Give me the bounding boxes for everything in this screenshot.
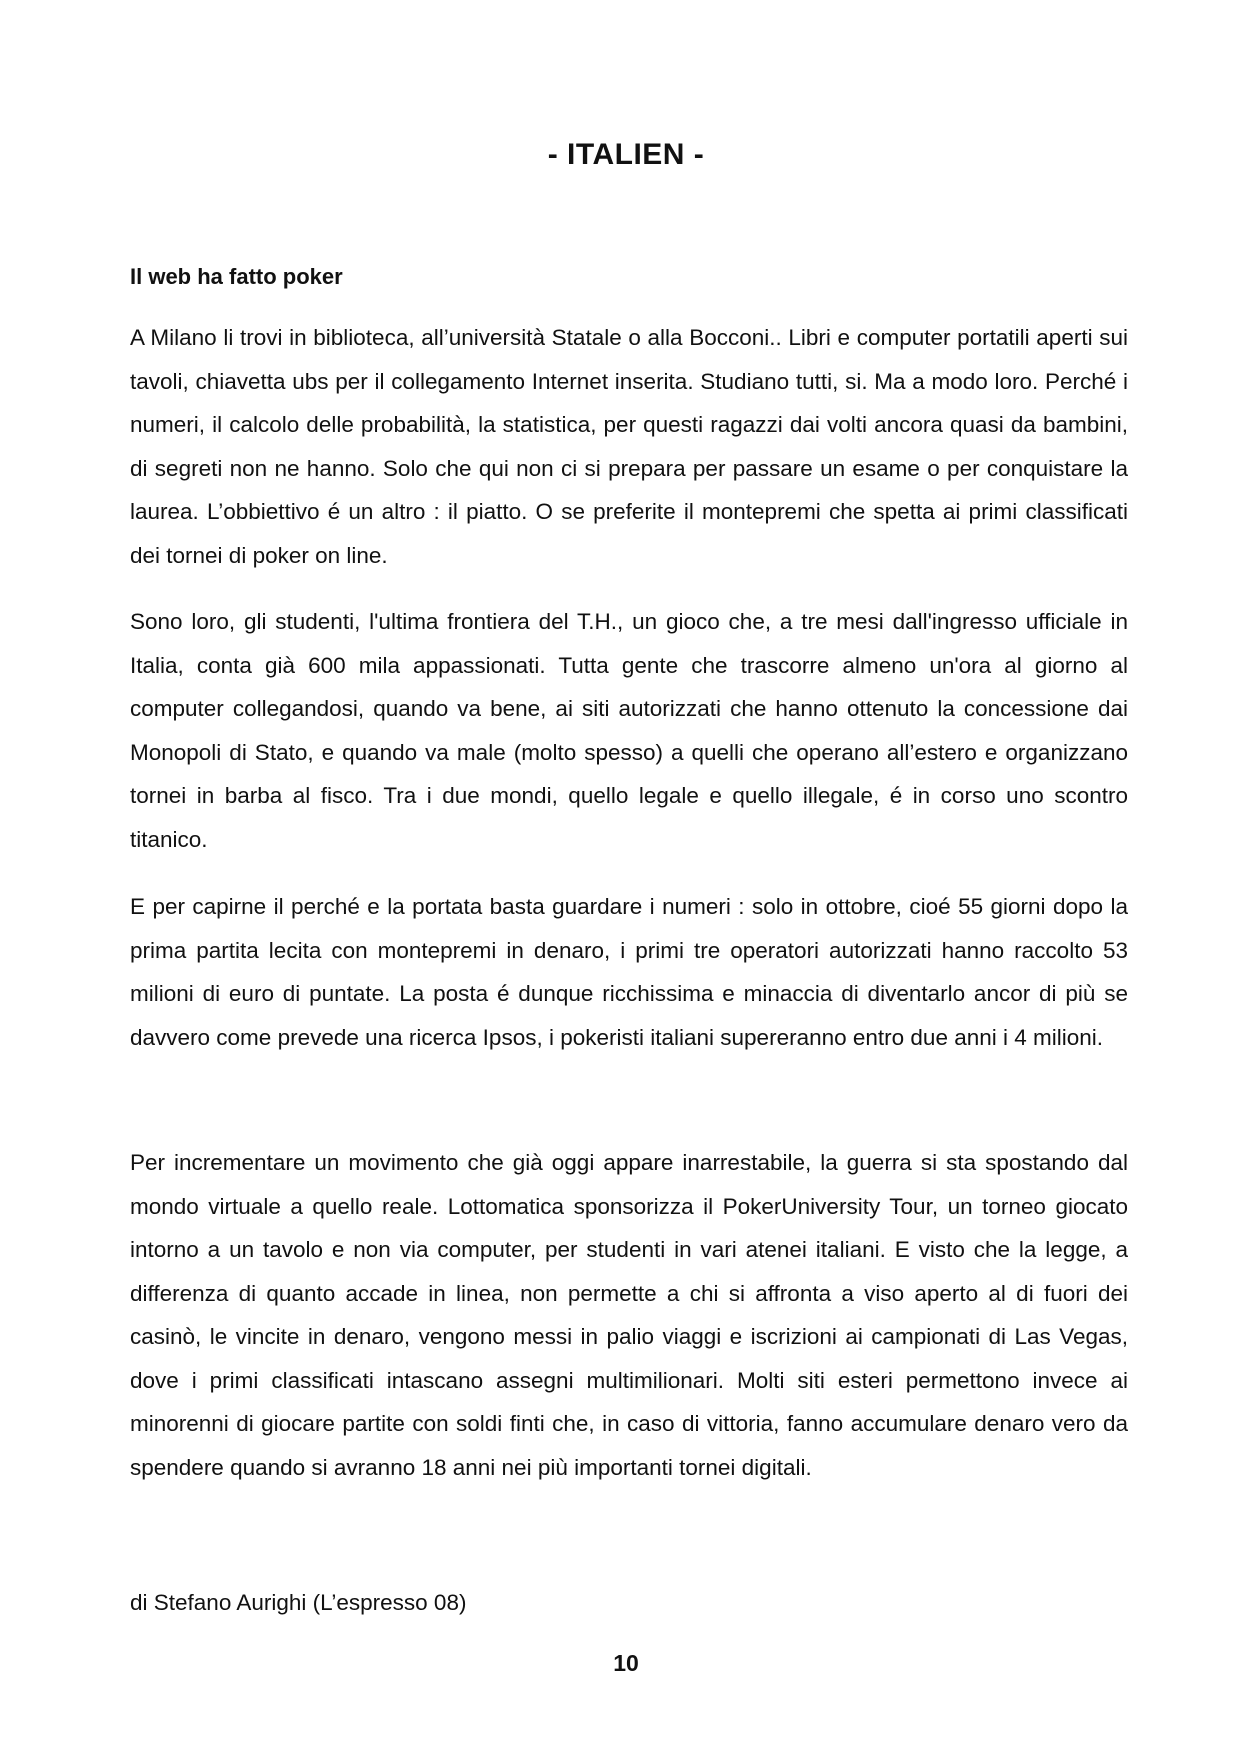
byline: di Stefano Aurighi (L’espresso 08): [130, 1590, 467, 1615]
page-number: 10: [613, 1650, 639, 1676]
page-title: - ITALIEN -: [547, 138, 705, 171]
paragraph-3: E per capirne il perché e la portata basta guardare i numeri : solo in ottobre, cioé 55 giorni dopo la prima partita lecita con montepremi in denaro, i primi tre operatori autorizzati hanno raccolto 53 milioni di euro di puntate. La posta é dunque ricchissima e minaccia di diventarlo ancor di più se davvero come prevede una ricerca Ipsos, i pokeristi italiani supereranno entro due anni i 4 milioni.: [130, 894, 1128, 1050]
paragraph-4: Per incrementare un movimento che già oggi appare inarrestabile, la guerra si sta spostando dal mondo virtuale a quello reale. Lottomatica sponsorizza il PokerUniversity Tour, un torneo giocato intorno a un tavolo e non via computer, per studenti in vari atenei italiani. E visto che la legge, a differenza di quanto accade in linea, non permette a chi si affronta a viso aperto al di fuori dei casinò, le vincite in denaro, vengono messi in palio viaggi e iscrizioni ai campionati di Las Vegas, dove i primi classificati intascano assegni multimilionari. Molti siti esteri permettono invece ai minorenni di giocare partite con soldi finti che, in caso di vittoria, fanno accumulare denaro vero da spendere quando si avranno 18 anni nei più importanti tornei digitali.: [130, 1150, 1128, 1480]
paragraph-2: Sono loro, gli studenti, l'ultima frontiera del T.H., un gioco che, a tre mesi dall'ingresso ufficiale in Italia, conta già 600 mila appassionati. Tutta gente che trascorre almeno un'ora al giorno al computer collegandosi, quando va bene, ai siti autorizzati che hanno ottenuto la concessione dai Monopoli di Stato, e quando va male (molto spesso) a quelli che operano all’estero e organizzano tornei in barba al fisco. Tra i due mondi, quello legale e quello illegale, é in corso uno scontro titanico.: [130, 609, 1128, 852]
paragraph-1: A Milano li trovi in biblioteca, all’università Statale o alla Bocconi.. Libri e computer portatili aperti sui tavoli, chiavetta ubs per il collegamento Internet inserita. Studiano tutti, si. Ma a modo loro. Perché i numeri, il calcolo delle probabilità, la statistica, per questi ragazzi dai volti ancora quasi da bambini, di segreti non ne hanno. Solo che qui non ci si prepara per passare un esame o per conquistare la laurea. L’obbiettivo é un altro : il piatto. O se preferite il montepremi che spetta ai primi classificati dei tornei di poker on line.: [130, 325, 1128, 568]
article-heading: Il web ha fatto poker: [130, 264, 343, 289]
